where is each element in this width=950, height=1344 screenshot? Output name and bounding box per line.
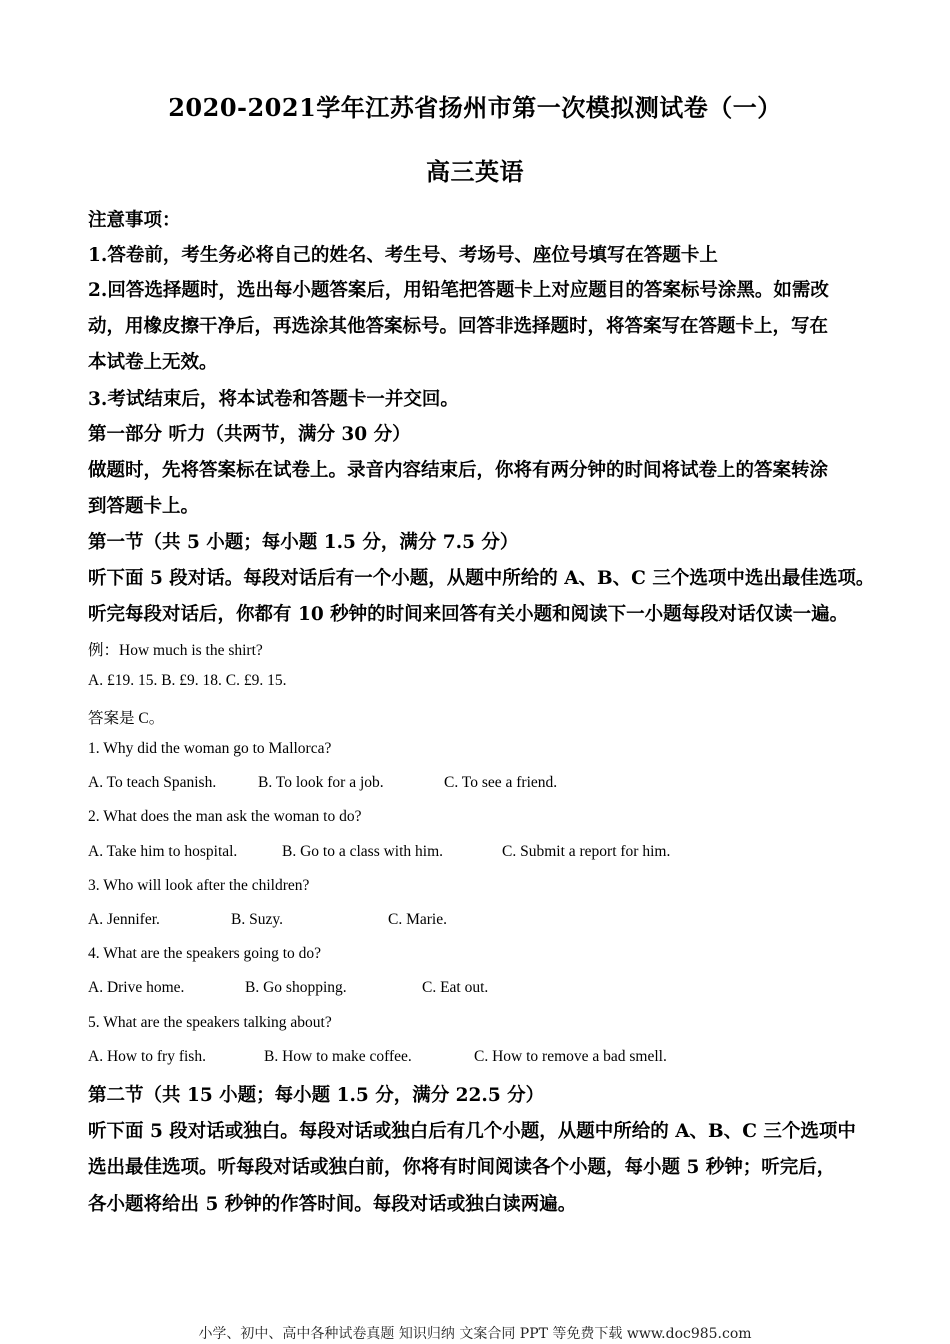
option-c: C. Eat out. xyxy=(422,979,489,996)
example-answer: 答案是 C。 xyxy=(88,710,165,727)
option-c: C. How to remove a bad smell. xyxy=(474,1048,667,1065)
page-footer: 小学、初中、高中各种试卷真题 知识归纳 文案合同 PPT 等免费下载 www.doc985.com xyxy=(198,1326,752,1342)
question-5: 5. What are the speakers talking about? xyxy=(88,1014,332,1031)
option-b: B. How to make coffee. xyxy=(264,1048,412,1065)
question-3: 3. Who will look after the children? xyxy=(88,877,310,894)
notice-item-3: 3.考试结束后，将本试卷和答题卡一并交回。 xyxy=(88,389,459,410)
question-1: 1. Why did the woman go to Mallorca? xyxy=(88,740,332,757)
option-b: B. Suzy. xyxy=(231,911,283,928)
section2-intro-line-2: 选出最佳选项。听每段对话或独白前，你将有时间阅读各个小题，每小题 5 秒钟；听完后， xyxy=(88,1157,836,1178)
option-a: A. How to fry fish. xyxy=(88,1048,206,1065)
section2-heading: 第二节（共 15 小题；每小题 1.5 分，满分 22.5 分） xyxy=(88,1085,545,1106)
notice-item-2-line-2: 动，用橡皮擦干净后，再选涂其他答案标号。回答非选择题时，将答案写在答题卡上，写在 xyxy=(88,316,829,337)
question-2: 2. What does the man ask the woman to do? xyxy=(88,808,362,825)
option-a: A. Take him to hospital. xyxy=(88,843,238,860)
notice-item-2-line-3: 本试卷上无效。 xyxy=(88,352,218,373)
section1-heading: 第一节（共 5 小题；每小题 1.5 分，满分 7.5 分） xyxy=(88,532,519,553)
question-4: 4. What are the speakers going to do? xyxy=(88,945,321,962)
option-b: B. Go to a class with him. xyxy=(282,843,444,860)
example-options: A. £19. 15. B. £9. 18. C. £9. 15. xyxy=(88,672,287,689)
option-a: A. Jennifer. xyxy=(88,911,160,928)
option-a: A. To teach Spanish. xyxy=(88,774,217,791)
example-question: 例：How much is the shirt? xyxy=(88,642,263,659)
option-c: C. To see a friend. xyxy=(444,774,558,791)
option-c: C. Marie. xyxy=(388,911,447,928)
option-b: B. Go shopping. xyxy=(245,979,347,996)
option-a: A. Drive home. xyxy=(88,979,185,996)
notice-heading: 注意事项： xyxy=(88,210,181,231)
part1-heading: 第一部分 听力（共两节，满分 30 分） xyxy=(88,424,411,445)
part1-intro-line-2: 到答题卡上。 xyxy=(88,496,200,517)
exam-subtitle: 高三英语 xyxy=(426,157,524,186)
section2-intro-line-3: 各小题将给出 5 秒钟的作答时间。每段对话或独白读两遍。 xyxy=(88,1194,577,1215)
notice-item-2-line-1: 2.回答选择题时，选出每小题答案后，用铅笔把答题卡上对应题目的答案标号涂黑。如需改 xyxy=(88,280,829,301)
part1-intro-line-1: 做题时，先将答案标在试卷上。录音内容结束后，你将有两分钟的时间将试卷上的答案转涂 xyxy=(88,460,829,481)
section1-intro-line-1: 听下面 5 段对话。每段对话后有一个小题，从题中所给的 A、B、C 三个选项中选出最佳选项。 xyxy=(88,568,875,589)
exam-title: 2020-2021学年江苏省扬州市第一次模拟测试卷（一） xyxy=(168,93,782,122)
option-c: C. Submit a report for him. xyxy=(502,843,671,860)
option-b: B. To look for a job. xyxy=(258,774,384,791)
notice-item-1: 1.答卷前，考生务必将自己的姓名、考生号、考场号、座位号填写在答题卡上 xyxy=(88,245,718,266)
section2-intro-line-1: 听下面 5 段对话或独白。每段对话或独白后有几个小题，从题中所给的 A、B、C 三个选项中 xyxy=(88,1121,856,1142)
section1-intro-line-2: 听完每段对话后，你都有 10 秒钟的时间来回答有关小题和阅读下一小题每段对话仅读一遍。 xyxy=(88,604,849,625)
